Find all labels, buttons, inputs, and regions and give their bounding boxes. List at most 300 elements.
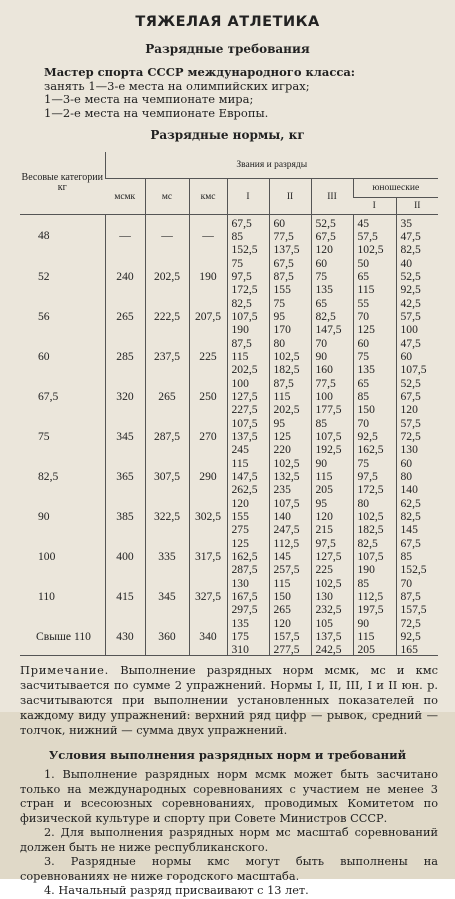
total-value: 137,5 <box>273 243 300 256</box>
total-value: 235 <box>273 483 291 496</box>
clean-jerk-value: 97,5 <box>357 470 378 483</box>
snatch-value: 112,5 <box>273 537 300 550</box>
ms-cell: 360 <box>145 616 189 656</box>
table-row <box>20 496 438 536</box>
clean-jerk-value: 127,5 <box>231 390 258 403</box>
header-ranks-group: Звания и разряды <box>105 152 438 179</box>
table-row <box>20 576 438 616</box>
clean-jerk-value: 175 <box>231 630 249 643</box>
ms-cell: 237,5 <box>145 336 189 376</box>
table-row <box>20 215 438 257</box>
header-weight-category: Весовые категории кг <box>20 152 105 215</box>
clean-jerk-value: 52,5 <box>400 270 421 283</box>
kms-cell: — <box>189 215 227 257</box>
kms-cell: 302,5 <box>189 496 227 536</box>
clean-jerk-value: 147,5 <box>231 470 258 483</box>
total-value: 297,5 <box>231 603 258 616</box>
r1-cell <box>227 576 269 616</box>
snatch-value: 67,5 <box>231 217 252 230</box>
clean-jerk-value: 125 <box>273 430 291 443</box>
snatch-value: 87,5 <box>273 377 294 390</box>
clean-jerk-value: 100 <box>315 390 333 403</box>
total-value: 182,5 <box>273 363 300 376</box>
msmk-cell: 265 <box>105 296 145 336</box>
snatch-value: 40 <box>400 257 413 270</box>
clean-jerk-value: 85 <box>357 390 370 403</box>
y2-cell <box>396 536 438 576</box>
kms-cell: 225 <box>189 336 227 376</box>
y1-cell <box>353 456 396 496</box>
total-value: 247,5 <box>273 523 300 536</box>
ms-cell: 345 <box>145 576 189 616</box>
r2-cell <box>269 616 311 656</box>
total-value: 102,5 <box>357 243 384 256</box>
weight-category-cell: 90 <box>38 509 50 523</box>
total-value: 197,5 <box>357 603 384 616</box>
clean-jerk-value: 150 <box>273 590 291 603</box>
msmk-cell: 320 <box>105 376 145 416</box>
clean-jerk-value: 82,5 <box>315 310 336 323</box>
msmk-cell: 400 <box>105 536 145 576</box>
y2-cell <box>396 215 438 257</box>
condition-item: 1. Выполнение разрядных норм мсмк может быть засчитано только на международных соревнованиях с участием не менее 3 стран и всесоюзных соревнованиях, проводимых Комитетом по физической культуре и спорту при Совете Министров СССР. <box>20 768 438 825</box>
table-row <box>20 296 438 336</box>
r2-cell <box>269 296 311 336</box>
snatch-value: 90 <box>357 617 370 630</box>
requirements-subtitle: Разрядные требования <box>145 42 310 56</box>
condition-item: 3. Разрядные нормы кмс могут быть выполнены на соревнованиях не ниже городского масштаба. <box>20 855 438 883</box>
msmk-cell: 345 <box>105 416 145 456</box>
total-value: 115 <box>357 283 375 296</box>
total-value: 130 <box>400 443 418 456</box>
clean-jerk-value: 97,5 <box>231 270 252 283</box>
r3-cell <box>311 416 353 456</box>
clean-jerk-value: 115 <box>315 470 333 483</box>
r1-cell <box>227 376 269 416</box>
snatch-value: 85 <box>315 417 328 430</box>
snatch-value: 52,5 <box>400 377 421 390</box>
total-value: 177,5 <box>315 403 342 416</box>
snatch-value: 72,5 <box>400 617 421 630</box>
y1-cell <box>353 336 396 376</box>
master-requirements <box>44 66 355 120</box>
clean-jerk-value: 112,5 <box>357 590 384 603</box>
total-value: 160 <box>315 363 333 376</box>
r1-cell <box>227 496 269 536</box>
clean-jerk-value: 102,5 <box>273 350 300 363</box>
clean-jerk-value: 120 <box>315 510 333 523</box>
msmk-cell: 430 <box>105 616 145 656</box>
snatch-value: 35 <box>400 217 413 230</box>
snatch-value: 50 <box>357 257 370 270</box>
total-value: 140 <box>400 483 418 496</box>
total-value: 275 <box>231 523 249 536</box>
clean-jerk-value: 157,5 <box>273 630 300 643</box>
y2-cell <box>396 416 438 456</box>
total-value: 257,5 <box>273 563 300 576</box>
r1-cell <box>227 336 269 376</box>
msmk-cell: 285 <box>105 336 145 376</box>
snatch-value: 107,5 <box>231 417 258 430</box>
snatch-value: 77,5 <box>315 377 336 390</box>
requirements-heading: Мастер спорта СССР международного класса: <box>44 65 356 79</box>
r1-cell <box>227 256 269 296</box>
clean-jerk-value: 77,5 <box>273 230 294 243</box>
r3-cell <box>311 376 353 416</box>
condition-item: 2. Для выполнения разрядных норм мс масштаб соревнований должен быть не ниже республиканского. <box>20 826 438 854</box>
weight-category-cell: 82,5 <box>38 469 59 483</box>
snatch-value: 57,5 <box>400 417 421 430</box>
snatch-value: 115 <box>273 577 291 590</box>
snatch-value: 102,5 <box>273 457 300 470</box>
snatch-value: 130 <box>231 577 249 590</box>
r3-cell <box>311 536 353 576</box>
snatch-value: 120 <box>273 617 291 630</box>
snatch-value: 75 <box>357 457 370 470</box>
header-msmk: мсмк <box>105 179 145 215</box>
norms-title: Разрядные нормы, кг <box>150 128 305 142</box>
y2-cell <box>396 576 438 616</box>
total-value: 155 <box>273 283 291 296</box>
r1-cell <box>227 616 269 656</box>
weight-category-cell: 48 <box>38 229 50 242</box>
r3-cell <box>311 576 353 616</box>
msmk-cell: — <box>105 215 145 257</box>
kms-cell: 327,5 <box>189 576 227 616</box>
r3-cell <box>311 496 353 536</box>
clean-jerk-value: 115 <box>273 390 291 403</box>
clean-jerk-value: 87,5 <box>400 590 421 603</box>
requirement-line: 1—2-е места на чемпионате Европы. <box>44 105 269 120</box>
r1-cell <box>227 536 269 576</box>
y1-cell <box>353 496 396 536</box>
snatch-value: 115 <box>231 457 249 470</box>
y1-cell <box>353 576 396 616</box>
r2-cell <box>269 496 311 536</box>
snatch-value: 45 <box>357 217 370 230</box>
header-rank-3: III <box>311 179 353 215</box>
r2-cell <box>269 536 311 576</box>
kms-cell: 250 <box>189 376 227 416</box>
snatch-value: 82,5 <box>231 297 252 310</box>
kms-cell: 190 <box>189 256 227 296</box>
y1-cell <box>353 376 396 416</box>
snatch-value: 85 <box>357 577 370 590</box>
clean-jerk-value: 72,5 <box>400 430 421 443</box>
note-text: Выполнение разрядных норм мсмк, мс и кмс засчитывается по сумме 2 упражнений. Нормы I, II, III, I и II юн. р. засчитываются при выполнении установленных показателей по каждому виду упражнений: верхний ряд цифр — рывок, средний — толчок, нижний — сумма двух упражнений. <box>20 663 438 737</box>
clean-jerk-value: 90 <box>315 350 328 363</box>
clean-jerk-value: 65 <box>357 270 370 283</box>
snatch-value: 95 <box>315 497 328 510</box>
snatch-value: 105 <box>315 617 333 630</box>
weight-category-cell: Свыше 110 <box>36 629 91 643</box>
total-value: 205 <box>357 643 375 656</box>
total-value: 242,5 <box>315 643 342 656</box>
snatch-value: 60 <box>315 257 328 270</box>
total-value: 287,5 <box>231 563 258 576</box>
total-value: 277,5 <box>273 643 300 656</box>
total-value: 107,5 <box>400 363 427 376</box>
snatch-value: 47,5 <box>400 337 421 350</box>
snatch-value: 95 <box>273 417 286 430</box>
total-value: 157,5 <box>400 603 427 616</box>
snatch-value: 80 <box>357 497 370 510</box>
snatch-value: 70 <box>315 337 328 350</box>
r2-cell <box>269 416 311 456</box>
clean-jerk-value: 155 <box>231 510 249 523</box>
y1-cell <box>353 616 396 656</box>
msmk-cell: 415 <box>105 576 145 616</box>
clean-jerk-value: 162,5 <box>231 550 258 563</box>
y2-cell <box>396 296 438 336</box>
norms-table <box>20 152 438 656</box>
clean-jerk-value: 107,5 <box>357 550 384 563</box>
msmk-cell: 365 <box>105 456 145 496</box>
snatch-value: 62,5 <box>400 497 421 510</box>
snatch-value: 60 <box>273 217 286 230</box>
snatch-value: 80 <box>273 337 286 350</box>
table-row <box>20 376 438 416</box>
clean-jerk-value: 47,5 <box>400 230 421 243</box>
weight-category-cell: 67,5 <box>38 389 59 403</box>
snatch-value: 67,5 <box>273 257 294 270</box>
ms-cell: — <box>145 215 189 257</box>
snatch-value: 65 <box>357 377 370 390</box>
total-value: 215 <box>315 523 333 536</box>
clean-jerk-value: 130 <box>315 590 333 603</box>
total-value: 262,5 <box>231 483 258 496</box>
header-rank-1: I <box>227 179 269 215</box>
r2-cell <box>269 456 311 496</box>
clean-jerk-value: 57,5 <box>357 230 378 243</box>
ms-cell: 287,5 <box>145 416 189 456</box>
total-value: 245 <box>231 443 249 456</box>
table-row <box>20 336 438 376</box>
snatch-value: 90 <box>315 457 328 470</box>
header-youth-group: юношеские <box>353 179 438 198</box>
total-value: 145 <box>400 523 418 536</box>
total-value: 220 <box>273 443 291 456</box>
snatch-value: 70 <box>357 417 370 430</box>
snatch-value: 135 <box>231 617 249 630</box>
y2-cell <box>396 616 438 656</box>
note-lead: Примечание. <box>20 663 110 677</box>
kms-cell: 317,5 <box>189 536 227 576</box>
r1-cell <box>227 416 269 456</box>
r2-cell <box>269 576 311 616</box>
ms-cell: 322,5 <box>145 496 189 536</box>
ms-cell: 202,5 <box>145 256 189 296</box>
clean-jerk-value: 102,5 <box>357 510 384 523</box>
weight-category-cell: 52 <box>38 269 50 283</box>
r3-cell <box>311 215 353 257</box>
r3-cell <box>311 456 353 496</box>
clean-jerk-value: 107,5 <box>315 430 342 443</box>
y1-cell <box>353 215 396 257</box>
header-rank-2: II <box>269 179 311 215</box>
r3-cell <box>311 256 353 296</box>
total-value: 232,5 <box>315 603 342 616</box>
weight-category-cell: 60 <box>38 349 50 363</box>
ms-cell: 222,5 <box>145 296 189 336</box>
kms-cell: 207,5 <box>189 296 227 336</box>
total-value: 172,5 <box>357 483 384 496</box>
total-value: 227,5 <box>231 403 258 416</box>
table-row <box>20 256 438 296</box>
snatch-value: 52,5 <box>315 217 336 230</box>
total-value: 190 <box>357 563 375 576</box>
clean-jerk-value: 75 <box>315 270 328 283</box>
clean-jerk-value: 92,5 <box>357 430 378 443</box>
y2-cell <box>396 376 438 416</box>
header-ms: мс <box>145 179 189 215</box>
y1-cell <box>353 416 396 456</box>
snatch-value: 100 <box>231 377 249 390</box>
snatch-value: 75 <box>273 297 286 310</box>
snatch-value: 75 <box>231 257 244 270</box>
r1-cell <box>227 456 269 496</box>
msmk-cell: 240 <box>105 256 145 296</box>
weight-category-cell: 110 <box>38 589 55 603</box>
conditions-title: Условия выполнения разрядных норм и требований <box>48 748 407 762</box>
table-row <box>20 616 438 656</box>
total-value: 152,5 <box>231 243 258 256</box>
total-value: 265 <box>273 603 291 616</box>
clean-jerk-value: 70 <box>357 310 370 323</box>
ms-cell: 335 <box>145 536 189 576</box>
total-value: 190 <box>231 323 249 336</box>
total-value: 192,5 <box>315 443 342 456</box>
weight-category-cell: 75 <box>38 429 50 443</box>
total-value: 225 <box>315 563 333 576</box>
total-value: 92,5 <box>400 283 421 296</box>
snatch-value: 70 <box>400 577 413 590</box>
r3-cell <box>311 336 353 376</box>
total-value: 135 <box>357 363 375 376</box>
clean-jerk-value: 137,5 <box>315 630 342 643</box>
clean-jerk-value: 115 <box>357 630 375 643</box>
kms-cell: 270 <box>189 416 227 456</box>
total-value: 135 <box>315 283 333 296</box>
requirement-line: 1—3-е места на чемпионате мира; <box>44 92 254 106</box>
clean-jerk-value: 87,5 <box>273 270 294 283</box>
r2-cell <box>269 336 311 376</box>
clean-jerk-value: 67,5 <box>400 390 421 403</box>
header-youth-2: II <box>396 198 438 215</box>
snatch-value: 87,5 <box>231 337 252 350</box>
clean-jerk-value: 85 <box>400 550 413 563</box>
clean-jerk-value: 85 <box>231 230 244 243</box>
condition-item: 4. Начальный разряд присваивают с 13 лет. <box>44 884 309 897</box>
snatch-value: 125 <box>231 537 249 550</box>
y1-cell <box>353 296 396 336</box>
total-value: 120 <box>400 403 418 416</box>
clean-jerk-value: 80 <box>400 470 413 483</box>
clean-jerk-value: 57,5 <box>400 310 421 323</box>
r1-cell <box>227 215 269 257</box>
r3-cell <box>311 616 353 656</box>
snatch-value: 42,5 <box>400 297 421 310</box>
total-value: 150 <box>357 403 375 416</box>
table-row <box>20 416 438 456</box>
total-value: 125 <box>357 323 375 336</box>
kms-cell: 340 <box>189 616 227 656</box>
total-value: 152,5 <box>400 563 427 576</box>
r3-cell <box>311 296 353 336</box>
total-value: 162,5 <box>357 443 384 456</box>
total-value: 205 <box>315 483 333 496</box>
y1-cell <box>353 536 396 576</box>
snatch-value: 120 <box>231 497 249 510</box>
total-value: 82,5 <box>400 243 421 256</box>
clean-jerk-value: 145 <box>273 550 291 563</box>
snatch-value: 60 <box>357 337 370 350</box>
clean-jerk-value: 140 <box>273 510 291 523</box>
table-note <box>20 663 438 738</box>
snatch-value: 65 <box>315 297 328 310</box>
clean-jerk-value: 107,5 <box>231 310 258 323</box>
snatch-value: 107,5 <box>273 497 300 510</box>
snatch-value: 55 <box>357 297 370 310</box>
clean-jerk-value: 75 <box>357 350 370 363</box>
clean-jerk-value: 95 <box>273 310 286 323</box>
r2-cell <box>269 256 311 296</box>
table-bottom-rule <box>20 655 438 656</box>
table-row <box>20 456 438 496</box>
weight-category-cell: 56 <box>38 309 50 323</box>
ms-cell: 307,5 <box>145 456 189 496</box>
table-row <box>20 536 438 576</box>
snatch-value: 102,5 <box>315 577 342 590</box>
clean-jerk-value: 60 <box>400 350 413 363</box>
ms-cell: 265 <box>145 376 189 416</box>
total-value: 100 <box>400 323 418 336</box>
header-youth-1: I <box>353 198 396 215</box>
requirement-line: занять 1—3-е места на олимпийских играх; <box>44 78 310 93</box>
snatch-value: 67,5 <box>400 537 421 550</box>
clean-jerk-value: 92,5 <box>400 630 421 643</box>
total-value: 182,5 <box>357 523 384 536</box>
r2-cell <box>269 376 311 416</box>
snatch-value: 97,5 <box>315 537 336 550</box>
clean-jerk-value: 167,5 <box>231 590 258 603</box>
msmk-cell: 385 <box>105 496 145 536</box>
page-title: ТЯЖЕЛАЯ АТЛЕТИКА <box>135 14 320 30</box>
total-value: 170 <box>273 323 291 336</box>
clean-jerk-value: 127,5 <box>315 550 342 563</box>
total-value: 147,5 <box>315 323 342 336</box>
clean-jerk-value: 115 <box>231 350 249 363</box>
total-value: 202,5 <box>231 363 258 376</box>
snatch-value: 82,5 <box>357 537 378 550</box>
total-value: 172,5 <box>231 283 258 296</box>
r2-cell <box>269 215 311 257</box>
total-value: 120 <box>315 243 333 256</box>
total-value: 202,5 <box>273 403 300 416</box>
total-value: 165 <box>400 643 418 656</box>
y2-cell <box>396 456 438 496</box>
y2-cell <box>396 256 438 296</box>
snatch-value: 60 <box>400 457 413 470</box>
weight-category-cell: 100 <box>38 549 56 563</box>
clean-jerk-value: 67,5 <box>315 230 336 243</box>
r1-cell <box>227 296 269 336</box>
clean-jerk-value: 82,5 <box>400 510 421 523</box>
y2-cell <box>396 336 438 376</box>
y1-cell <box>353 256 396 296</box>
total-value: 310 <box>231 643 249 656</box>
clean-jerk-value: 132,5 <box>273 470 300 483</box>
